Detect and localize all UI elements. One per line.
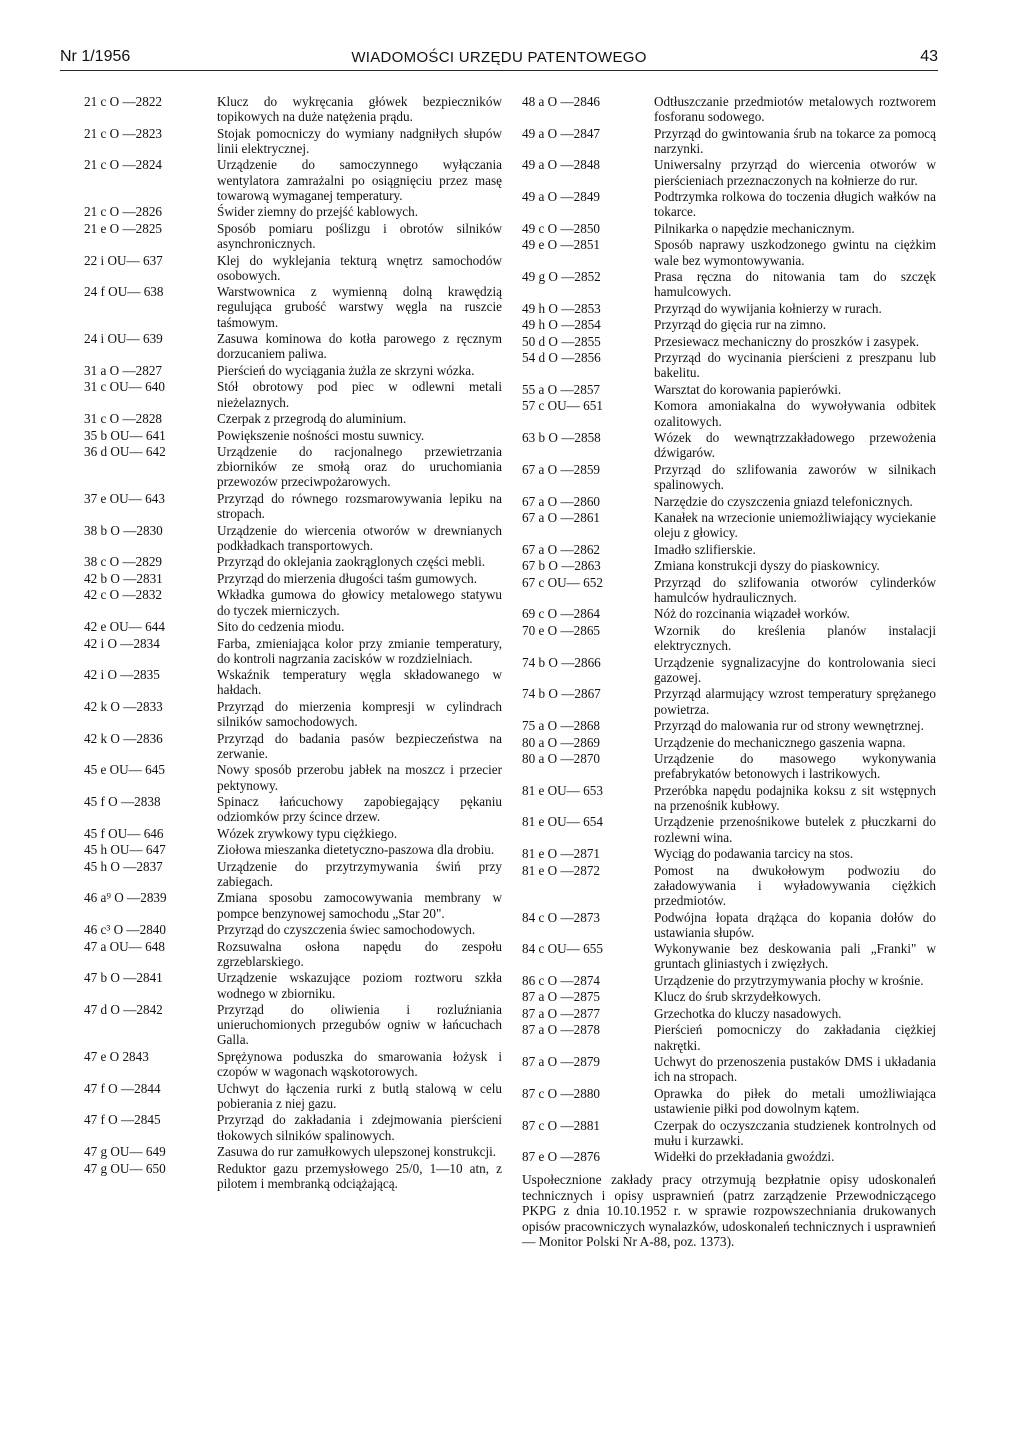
- patent-entry: [84, 1081, 502, 1111]
- patent-entry: [84, 444, 502, 490]
- patent-entry: [522, 494, 936, 509]
- entry-description: Przyrząd do oklejania zaokrąglonych części mebli.: [217, 554, 486, 570]
- entry-description: Wzornik do kreślenia planów instalacji elektrycznych.: [654, 622, 936, 654]
- patent-entry: [84, 970, 502, 1000]
- patent-entry: [522, 157, 936, 187]
- classification-number: 49 e O —2851: [522, 237, 601, 253]
- entry-description: Podtrzymka rolkowa do toczenia długich wałków na tokarce.: [654, 189, 936, 220]
- patent-entry: [84, 859, 502, 889]
- patent-entry: [522, 126, 936, 156]
- entry-description: Pierścień do wyciągania żużla ze skrzyni wózka.: [217, 362, 475, 378]
- classification-number: 81 e OU— 654: [522, 814, 603, 830]
- patent-entry: [84, 94, 502, 124]
- classification-number: 55 a O —2857: [522, 381, 601, 397]
- classification-number: 21 c O —2826: [84, 204, 163, 220]
- classification-number: 67 b O —2863: [522, 558, 601, 574]
- classification-number: 87 c O —2881: [522, 1117, 601, 1133]
- left-column: [84, 94, 502, 1192]
- classification-number: 31 c OU— 640: [84, 379, 165, 395]
- patent-entry: [522, 1118, 936, 1148]
- classification-number: 67 a O —2860: [522, 493, 601, 509]
- classification-number: 47 e O 2843: [84, 1048, 149, 1064]
- patent-entry: [522, 301, 936, 316]
- patent-entry: [84, 699, 502, 729]
- patent-entry: [84, 667, 502, 697]
- classification-number: 24 i OU— 639: [84, 331, 163, 347]
- classification-number: 42 k O —2836: [84, 730, 163, 746]
- entry-description: Stojak pomocniczy do wymiany nadgniłych słupów linii elektrycznej.: [217, 125, 502, 156]
- entry-description: Uchwyt do łączenia rurki z butlą stalową w celu pobierania z niej gazu.: [217, 1080, 502, 1111]
- patent-entry: [84, 491, 502, 521]
- patent-entry: [84, 731, 502, 761]
- issue-number: Nr 1/1956: [60, 48, 131, 65]
- patent-entry: [84, 253, 502, 283]
- entry-description: Sposób naprawy uszkodzonego gwintu na ciężkim wale bez wymontowywania.: [654, 237, 936, 268]
- entry-description: Świder ziemny do przejść kablowych.: [217, 204, 419, 220]
- patent-entry: [522, 237, 936, 267]
- entry-description: Przyrząd do równego rozsmarowywania lepiku na stropach.: [217, 490, 502, 522]
- patent-entry: [522, 350, 936, 380]
- classification-number: 48 a O —2846: [522, 94, 601, 109]
- entry-description: Urządzenie do wiercenia otworów w drewnianych podkładkach transportowych.: [217, 522, 502, 553]
- patent-entry: [522, 94, 936, 124]
- entry-description: Sprężynowa poduszka do smarowania łożysk i czopów w wagonach wąskotorowych.: [217, 1048, 502, 1080]
- entry-description: Spinacz łańcuchowy zapobiegający pękaniu odziomków przy ścince drzew.: [217, 794, 502, 825]
- classification-number: 70 e O —2865: [522, 622, 601, 638]
- entry-description: Pierścień pomocniczy do zakładania ciężkiej nakrętki.: [654, 1022, 936, 1053]
- classification-number: 37 e OU— 643: [84, 490, 165, 506]
- classification-number: 87 c O —2880: [522, 1085, 601, 1101]
- entry-description: Odtłuszczanie przedmiotów metalowych roztworem fosforanu sodowego.: [654, 94, 936, 125]
- patent-entry: [522, 751, 936, 781]
- entry-description: Zasuwa do rur zamułkowych ulepszonej konstrukcji.: [217, 1144, 497, 1160]
- entry-description: Przyrząd do zakładania i zdejmowania pierścieni tłokowych silników spalinowych.: [217, 1112, 502, 1143]
- patent-entry: [84, 221, 502, 251]
- patent-entry: [522, 430, 936, 460]
- classification-number: 45 h OU— 647: [84, 842, 166, 858]
- patent-entry: [522, 558, 936, 573]
- classification-number: 50 d O —2855: [522, 333, 601, 349]
- patent-entry: [84, 554, 502, 569]
- classification-number: 42 e OU— 644: [84, 619, 165, 635]
- patent-entry: [84, 1049, 502, 1079]
- patent-entry: [522, 735, 936, 750]
- entry-description: Wyciąg do podawania tarcicy na stos.: [654, 846, 854, 862]
- entry-description: Sito do cedzenia miodu.: [217, 619, 345, 635]
- entry-description: Uniwersalny przyrząd do wiercenia otworów w pierścieniach przeznaczonych na kołnierze do rur.: [654, 157, 936, 188]
- patent-entry: [522, 655, 936, 685]
- entry-description: Przyrząd alarmujący wzrost temperatury sprężanego powietrza.: [654, 686, 936, 717]
- patent-entry: [84, 922, 502, 937]
- entry-description: Narzędzie do czyszczenia gniazd telefonicznych.: [654, 493, 913, 509]
- entry-description: Stół obrotowy pod piec w odlewni metali nieżelaznych.: [217, 379, 502, 410]
- patent-entry: [522, 1006, 936, 1021]
- classification-number: 87 e O —2876: [522, 1149, 601, 1165]
- classification-number: 47 b O —2841: [84, 970, 163, 986]
- classification-number: 21 c O —2822: [84, 94, 163, 109]
- patent-entry: [522, 910, 936, 940]
- entry-description: Przyrząd do szlifowania zaworów w silnikach spalinowych.: [654, 461, 936, 493]
- classification-number: 24 f OU— 638: [84, 284, 164, 300]
- patent-entry: [84, 826, 502, 841]
- entry-description: Urządzenie sygnalizacyjne do kontrolowania sieci gazowej.: [654, 654, 936, 685]
- classification-number: 87 a O —2879: [522, 1054, 601, 1070]
- patent-entry: [522, 382, 936, 397]
- entry-description: Przyrząd do szlifowania otworów cylinderków hamulców hydraulicznych.: [654, 574, 936, 605]
- patent-entry: [522, 334, 936, 349]
- classification-number: 49 h O —2854: [522, 317, 601, 333]
- patent-entry: [84, 619, 502, 634]
- entry-description: Imadło szlifierskie.: [654, 541, 756, 557]
- entry-description: Wózek zrywkowy typu ciężkiego.: [217, 825, 398, 841]
- patent-entry: [522, 1149, 936, 1164]
- patent-entry: [522, 973, 936, 988]
- patent-entry: [522, 863, 936, 909]
- entry-description: Kanałek na wrzecionie uniemożliwiający wyciekanie oleju z głowicy.: [654, 510, 936, 541]
- classification-number: 47 g OU— 650: [84, 1160, 166, 1176]
- classification-number: 21 e O —2825: [84, 220, 163, 236]
- patent-entry: [522, 941, 936, 971]
- patent-entry: [84, 331, 502, 361]
- patent-entry: [522, 989, 936, 1004]
- footnote: Uspołecznione zakłady pracy otrzymują bezpłatnie opisy udoskonaleń technicznych i opisy usprawnień (patrz zarządzenie Przewodniczącego PKPG z dnia 10.10.1952 r. w sprawie rozpowszechniania drukowanych opisów pracowniczych wynalazków, udoskonaleń technicznych i usprawnień — Monitor Polski Nr A-88, poz. 1373).: [522, 1172, 936, 1250]
- classification-number: 21 c O —2823: [84, 125, 163, 141]
- patent-entry: [522, 221, 936, 236]
- classification-number: 47 d O —2842: [84, 1002, 163, 1018]
- entry-description: Rozsuwalna osłona napędu do zespołu zgrzeblarskiego.: [217, 938, 502, 969]
- entry-description: Widełki do przekładania gwoździ.: [654, 1149, 835, 1165]
- patent-entry: [84, 1002, 502, 1048]
- entry-description: Grzechotka do kluczy nasadowych.: [654, 1005, 842, 1021]
- classification-number: 67 a O —2862: [522, 541, 601, 557]
- patent-entry: [84, 411, 502, 426]
- classification-number: 75 a O —2868: [522, 718, 601, 734]
- classification-number: 49 a O —2848: [522, 157, 601, 173]
- entry-description: Podwójna łopata drążąca do kopania dołów do ustawiania słupów.: [654, 909, 936, 940]
- entry-description: Klej do wyklejania tekturą wnętrz samochodów osobowych.: [217, 252, 502, 283]
- entry-description: Wózek do wewnątrzzakładowego przewożenia dźwigarów.: [654, 430, 936, 461]
- classification-number: 42 i O —2834: [84, 635, 160, 651]
- patent-entry: [84, 890, 502, 920]
- entry-description: Przyrząd do malowania rur od strony wewnętrznej.: [654, 718, 924, 734]
- patent-entry: [522, 846, 936, 861]
- entry-description: Ziołowa mieszanka dietetyczno-paszowa dla drobiu.: [217, 842, 495, 858]
- classification-number: 49 a O —2849: [522, 189, 601, 205]
- entry-description: Zasuwa kominowa do kotła parowego z ręcznym dorzucaniem paliwa.: [217, 331, 502, 362]
- entry-description: Warsztat do korowania papierówki.: [654, 381, 842, 397]
- entry-description: Przyrząd do gięcia rur na zimno.: [654, 317, 827, 333]
- entry-description: Czerpak do oczyszczania studzienek kontrolnych od mułu i kurzawki.: [654, 1117, 936, 1148]
- entry-description: Reduktor gazu przemysłowego 25/0, 1—10 atn, z pilotem i membranką odciążającą.: [217, 1160, 502, 1191]
- entry-description: Czerpak z przegrodą do aluminium.: [217, 411, 407, 427]
- classification-number: 87 a O —2878: [522, 1022, 601, 1038]
- classification-number: 36 d OU— 642: [84, 444, 166, 460]
- classification-number: 47 a OU— 648: [84, 938, 165, 954]
- classification-number: 45 h O —2837: [84, 858, 163, 874]
- page-header: [60, 46, 938, 71]
- classification-number: 49 c O —2850: [522, 220, 601, 236]
- classification-number: 49 a O —2847: [522, 125, 601, 141]
- classification-number: 84 c O —2873: [522, 909, 601, 925]
- classification-number: 46 a⁹ O —2839: [84, 890, 167, 906]
- entry-description: Przyrząd do mierzenia kompresji w cylindrach silników samochodowych.: [217, 698, 502, 730]
- entry-description: Przyrząd do mierzenia długości taśm gumowych.: [217, 570, 478, 586]
- classification-number: 31 c O —2828: [84, 411, 163, 427]
- patent-entry: [84, 587, 502, 617]
- entry-description: Nowy sposób przerobu jabłek na moszcz i przecier pektynowy.: [217, 762, 502, 793]
- page-number: 43: [920, 48, 938, 65]
- entry-description: Urządzenie do samoczynnego wyłączania wentylatora zamrażalni po osiągnięciu przez masę towarową wymaganej temperatury.: [217, 157, 502, 203]
- patent-entry: [522, 398, 936, 428]
- classification-number: 47 f O —2845: [84, 1112, 161, 1128]
- patent-entry: [522, 575, 936, 605]
- patent-entry: [84, 204, 502, 219]
- classification-number: 21 c O —2824: [84, 157, 163, 173]
- patent-entry: [84, 1112, 502, 1142]
- classification-number: 42 c O —2832: [84, 587, 163, 603]
- classification-number: 80 a O —2869: [522, 734, 601, 750]
- entry-description: Uchwyt do przenoszenia pustaków DMS i układania ich na stropach.: [654, 1054, 936, 1085]
- entry-description: Urządzenie do mechanicznego gaszenia wapna.: [654, 734, 906, 750]
- classification-number: 49 h O —2853: [522, 300, 601, 316]
- entry-description: Sposób pomiaru poślizgu i obrotów silników asynchronicznych.: [217, 220, 502, 252]
- entry-description: Urządzenie przenośnikowe butelek z płuczkarni do rozlewni wina.: [654, 814, 936, 845]
- entry-description: Wskaźnik temperatury węgla składowanego w hałdach.: [217, 667, 502, 698]
- entry-description: Urządzenie wskazujące poziom roztworu szkła wodnego w zbiorniku.: [217, 970, 502, 1001]
- classification-number: 67 a O —2859: [522, 461, 601, 477]
- entry-description: Pilnikarka o napędzie mechanicznym.: [654, 220, 855, 236]
- patent-entry: [522, 814, 936, 844]
- classification-number: 38 c O —2829: [84, 554, 163, 570]
- entry-description: Pomost na dwukołowym podwoziu do załadowywania i wyładowywania ciężkich przedmiotów.: [654, 862, 936, 909]
- classification-number: 46 c³ O —2840: [84, 922, 166, 938]
- classification-number: 74 b O —2867: [522, 686, 601, 702]
- entry-description: Wykonywanie bez deskowania pali „Franki" w gruntach gliniastych i zwięzłych.: [654, 941, 936, 972]
- patent-entry: [84, 1161, 502, 1191]
- patent-entry: [522, 1022, 936, 1052]
- classification-number: 87 a O —2875: [522, 989, 601, 1005]
- patent-entry: [84, 523, 502, 553]
- patent-entry: [522, 510, 936, 540]
- patent-entry: [84, 571, 502, 586]
- classification-number: 69 c O —2864: [522, 606, 601, 622]
- entry-description: Przyrząd do badania pasów bezpieczeństwa na zerwanie.: [217, 730, 502, 761]
- patent-entry: [84, 794, 502, 824]
- patent-entry: [84, 428, 502, 443]
- entry-description: Nóż do rozcinania wiązadeł worków.: [654, 606, 850, 622]
- entry-description: Urządzenie do racjonalnego przewietrzania zbiorników ze smołą oraz do uruchomiania przewozów przeciwpożarowych.: [217, 444, 502, 490]
- entry-description: Warstwownica z wymienną dolną krawędzią regulująca grubość warstwy węgla na ruszcie taśmowym.: [217, 284, 502, 330]
- entry-description: Zmiana konstrukcji dyszy do piaskownicy.: [654, 558, 880, 574]
- classification-number: 42 k O —2833: [84, 698, 163, 714]
- patent-entry: [522, 606, 936, 621]
- classification-number: 31 a O —2827: [84, 362, 163, 378]
- right-column: [522, 94, 936, 1250]
- entry-description: Przeróbka napędu podajnika koksu z sit wstępnych na przenośnik kubłowy.: [654, 782, 936, 813]
- entry-description: Klucz do wykręcania główek bezpieczników topikowych na duże natężenia prądu.: [217, 94, 502, 125]
- patent-entry: [84, 939, 502, 969]
- classification-number: 67 a O —2861: [522, 510, 601, 526]
- patent-entry: [522, 269, 936, 299]
- classification-number: 63 b O —2858: [522, 430, 601, 446]
- classification-number: 57 c OU— 651: [522, 398, 603, 414]
- entry-description: Przesiewacz mechaniczny do proszków i zasypek.: [654, 333, 920, 349]
- classification-number: 81 e O —2871: [522, 846, 601, 862]
- patent-entry: [522, 542, 936, 557]
- patent-entry: [84, 842, 502, 857]
- entry-description: Przyrząd do wywijania kołnierzy w rurach.: [654, 300, 882, 316]
- entry-description: Urządzenie do przytrzymywania płochy w krośnie.: [654, 972, 924, 988]
- classification-number: 87 a O —2877: [522, 1005, 601, 1021]
- classification-number: 67 c OU— 652: [522, 574, 603, 590]
- classification-number: 49 g O —2852: [522, 269, 601, 285]
- entry-description: Wkładka gumowa do głowicy metalowego statywu do tyczek mierniczych.: [217, 587, 502, 618]
- entry-description: Zmiana sposobu zamocowywania membrany w pompce benzynowej samochodu „Star 20".: [217, 890, 502, 921]
- entry-description: Prasa ręczna do nitowania tam do szczęk hamulcowych.: [654, 269, 936, 300]
- entry-description: Urządzenie do masowego wykonywania prefabrykatów betonowych i lastrikowych.: [654, 751, 936, 782]
- patent-entry: [84, 379, 502, 409]
- classification-number: 74 b O —2866: [522, 654, 601, 670]
- classification-number: 42 i O —2835: [84, 667, 160, 683]
- entry-description: Powiększenie nośności mostu suwnicy.: [217, 427, 425, 443]
- classification-number: 45 e OU— 645: [84, 762, 165, 778]
- classification-number: 42 b O —2831: [84, 570, 163, 586]
- patent-entry: [522, 623, 936, 653]
- entry-description: Przyrząd do gwintowania śrub na tokarce za pomocą narzynki.: [654, 125, 936, 156]
- patent-entry: [84, 1144, 502, 1159]
- patent-entry: [522, 718, 936, 733]
- classification-number: 47 g OU— 649: [84, 1144, 166, 1160]
- classification-number: 47 f O —2844: [84, 1080, 161, 1096]
- classification-number: 81 e O —2872: [522, 862, 601, 878]
- classification-number: 22 i OU— 637: [84, 252, 163, 268]
- classification-number: 45 f OU— 646: [84, 825, 164, 841]
- patent-entry: [522, 1054, 936, 1084]
- patent-entry: [84, 126, 502, 156]
- entry-description: Oprawka do piłek do metali umożliwiająca ustawienie piłki pod dowolnym kątem.: [654, 1085, 936, 1117]
- patent-entry: [522, 783, 936, 813]
- classification-number: 54 d O —2856: [522, 350, 601, 366]
- patent-entry: [84, 762, 502, 792]
- classification-number: 38 b O —2830: [84, 522, 163, 538]
- patent-entry: [84, 636, 502, 666]
- patent-entry: [84, 284, 502, 330]
- patent-entry: [522, 462, 936, 492]
- classification-number: 86 c O —2874: [522, 972, 601, 988]
- patent-entry: [522, 317, 936, 332]
- patent-entry: [84, 363, 502, 378]
- classification-number: 80 a O —2870: [522, 751, 601, 767]
- entry-description: Farba, zmieniająca kolor przy zmianie temperatury, do kontroli nagrzania zacisków w rozdzielniach.: [217, 635, 502, 666]
- entry-description: Przyrząd do czyszczenia świec samochodowych.: [217, 922, 476, 938]
- entry-description: Przyrząd do wycinania pierścieni z preszpanu lub bakelitu.: [654, 350, 936, 381]
- classification-number: 81 e OU— 653: [522, 782, 603, 798]
- entry-description: Urządzenie do przytrzymywania świń przy zabiegach.: [217, 858, 502, 889]
- journal-title: WIADOMOŚCI URZĘDU PATENTOWEGO: [351, 49, 647, 66]
- classification-number: 84 c OU— 655: [522, 941, 603, 957]
- entry-description: Klucz do śrub skrzydełkowych.: [654, 989, 822, 1005]
- patent-entry: [522, 189, 936, 219]
- classification-number: 45 f O —2838: [84, 794, 161, 810]
- patent-entry: [84, 157, 502, 203]
- patent-entry: [522, 1086, 936, 1116]
- entry-description: Komora amoniakalna do wywoływania odbitek ozalitowych.: [654, 398, 936, 429]
- patent-entry: [522, 686, 936, 716]
- entry-description: Przyrząd do oliwienia i rozluźniania unieruchomionych przegubów ogniw w łańcuchach Galla.: [217, 1002, 502, 1048]
- classification-number: 35 b OU— 641: [84, 427, 166, 443]
